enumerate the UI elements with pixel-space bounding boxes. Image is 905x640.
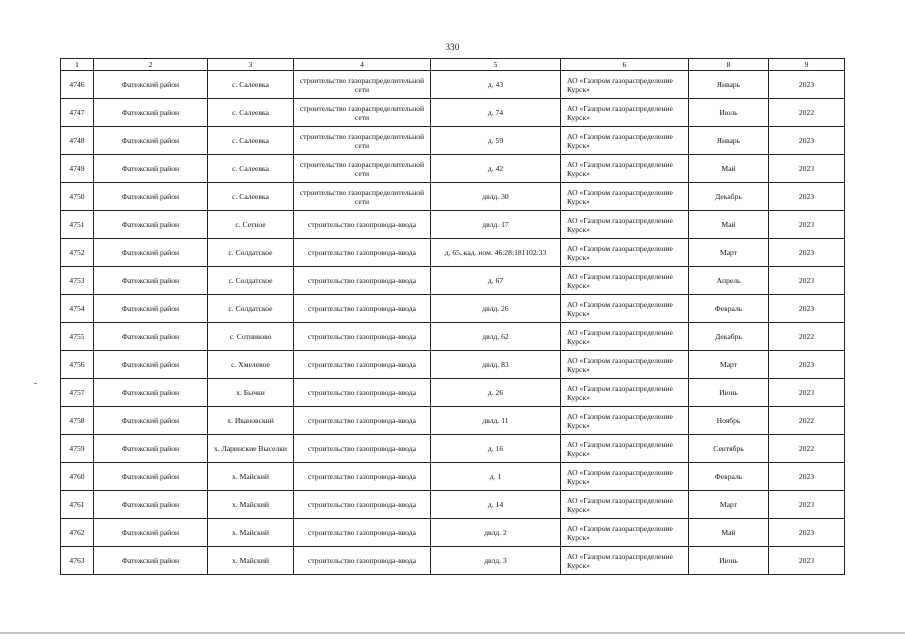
organization-cell: АО «Газпром газораспределение Курск» [561, 127, 689, 155]
organization-cell: АО «Газпром газораспределение Курск» [561, 379, 689, 407]
column-header: 8 [689, 59, 769, 71]
organization-cell: АО «Газпром газораспределение Курск» [561, 267, 689, 295]
organization-cell: АО «Газпром газораспределение Курск» [561, 211, 689, 239]
year-cell: 2023 [769, 379, 845, 407]
month-cell: Март [689, 491, 769, 519]
month-cell: Сентябрь [689, 435, 769, 463]
table-row [61, 155, 845, 183]
month-cell: Июнь [689, 547, 769, 575]
work-type-cell: строительство газопровода-ввода [294, 267, 431, 295]
work-type-cell: строительство газораспределительной сети [294, 99, 431, 127]
table-row [61, 267, 845, 295]
table-row [61, 71, 845, 99]
address-cell: д. 26 [431, 379, 561, 407]
year-cell: 2023 [769, 183, 845, 211]
district-cell: Фатежский район [94, 239, 208, 267]
work-type-cell: строительство газопровода-ввода [294, 435, 431, 463]
organization-cell: АО «Газпром газораспределение Курск» [561, 547, 689, 575]
row-number-cell: 4748 [61, 127, 94, 155]
address-cell: двлд. 26 [431, 295, 561, 323]
row-number-cell: 4761 [61, 491, 94, 519]
organization-cell: АО «Газпром газораспределение Курск» [561, 71, 689, 99]
organization-cell: АО «Газпром газораспределение Курск» [561, 463, 689, 491]
district-cell: Фатежский район [94, 211, 208, 239]
district-cell: Фатежский район [94, 99, 208, 127]
table-row [61, 99, 845, 127]
district-cell: Фатежский район [94, 155, 208, 183]
address-cell: двлд. 30 [431, 183, 561, 211]
district-cell: Фатежский район [94, 71, 208, 99]
locality-cell: с. Хмелевое [208, 351, 294, 379]
year-cell: 2023 [769, 491, 845, 519]
district-cell: Фатежский район [94, 183, 208, 211]
district-cell: Фатежский район [94, 435, 208, 463]
district-cell: Фатежский район [94, 379, 208, 407]
organization-cell: АО «Газпром газораспределение Курск» [561, 407, 689, 435]
row-number-cell: 4751 [61, 211, 94, 239]
locality-cell: с. Сетное [208, 211, 294, 239]
year-cell: 2023 [769, 547, 845, 575]
address-cell: двлд. 17 [431, 211, 561, 239]
year-cell: 2023 [769, 463, 845, 491]
organization-cell: АО «Газпром газораспределение Курск» [561, 323, 689, 351]
year-cell: 2023 [769, 155, 845, 183]
month-cell: Февраль [689, 295, 769, 323]
month-cell: Март [689, 239, 769, 267]
row-number-cell: 4760 [61, 463, 94, 491]
table-row [61, 407, 845, 435]
scan-bottom-rule [0, 632, 905, 634]
work-type-cell: строительство газораспределительной сети [294, 71, 431, 99]
row-number-cell: 4758 [61, 407, 94, 435]
locality-cell: х. Майский [208, 547, 294, 575]
address-cell: д. 59 [431, 127, 561, 155]
work-type-cell: строительство газопровода-ввода [294, 323, 431, 351]
address-cell: двлд. 3 [431, 547, 561, 575]
address-cell: д. 1 [431, 463, 561, 491]
locality-cell: с. Салеевка [208, 155, 294, 183]
work-type-cell: строительство газопровода-ввода [294, 547, 431, 575]
address-cell: двлд. 2 [431, 519, 561, 547]
district-cell: Фатежский район [94, 295, 208, 323]
month-cell: Март [689, 351, 769, 379]
work-type-cell: строительство газопровода-ввода [294, 211, 431, 239]
column-header: 5 [431, 59, 561, 71]
table-body [61, 71, 845, 575]
column-header: 2 [94, 59, 208, 71]
locality-cell: х. Майский [208, 519, 294, 547]
work-type-cell: строительство газопровода-ввода [294, 351, 431, 379]
locality-cell: х. Ларинские Выселки [208, 435, 294, 463]
row-number-cell: 4762 [61, 519, 94, 547]
organization-cell: АО «Газпром газораспределение Курск» [561, 155, 689, 183]
column-header: 4 [294, 59, 431, 71]
table-row [61, 379, 845, 407]
row-number-cell: 4755 [61, 323, 94, 351]
year-cell: 2023 [769, 71, 845, 99]
table-row [61, 463, 845, 491]
district-cell: Фатежский район [94, 547, 208, 575]
organization-cell: АО «Газпром газораспределение Курск» [561, 99, 689, 127]
locality-cell: х. Майский [208, 463, 294, 491]
address-cell: двлд. 83 [431, 351, 561, 379]
year-cell: 2023 [769, 267, 845, 295]
locality-cell: с. Салеевка [208, 183, 294, 211]
address-cell: д. 16 [431, 435, 561, 463]
locality-cell: с. Салеевка [208, 127, 294, 155]
year-cell: 2023 [769, 239, 845, 267]
locality-cell: с. Солдатское [208, 239, 294, 267]
row-number-cell: 4756 [61, 351, 94, 379]
row-number-cell: 4759 [61, 435, 94, 463]
district-cell: Фатежский район [94, 267, 208, 295]
work-type-cell: строительство газопровода-ввода [294, 407, 431, 435]
table-row [61, 435, 845, 463]
row-number-cell: 4750 [61, 183, 94, 211]
address-cell: двлд. 62 [431, 323, 561, 351]
work-type-cell: строительство газопровода-ввода [294, 519, 431, 547]
locality-cell: с. Солдатское [208, 295, 294, 323]
work-type-cell: строительство газораспределительной сети [294, 155, 431, 183]
locality-cell: с. Сотниково [208, 323, 294, 351]
locality-cell: х. Бычки [208, 379, 294, 407]
month-cell: Июнь [689, 379, 769, 407]
work-type-cell: строительство газопровода-ввода [294, 491, 431, 519]
district-cell: Фатежский район [94, 323, 208, 351]
table-row [61, 211, 845, 239]
address-cell: д. 65, кад. ном. 46:28:181102:33 [431, 239, 561, 267]
month-cell: Июль [689, 99, 769, 127]
district-cell: Фатежский район [94, 127, 208, 155]
row-number-cell: 4747 [61, 99, 94, 127]
row-number-cell: 4753 [61, 267, 94, 295]
month-cell: Ноябрь [689, 407, 769, 435]
table-row [61, 323, 845, 351]
registry-table [60, 58, 845, 575]
address-cell: д. 43 [431, 71, 561, 99]
organization-cell: АО «Газпром газораспределение Курск» [561, 491, 689, 519]
organization-cell: АО «Газпром газораспределение Курск» [561, 435, 689, 463]
year-cell: 2022 [769, 407, 845, 435]
locality-cell: с. Солдатское [208, 267, 294, 295]
year-cell: 2023 [769, 127, 845, 155]
month-cell: Май [689, 155, 769, 183]
row-number-cell: 4757 [61, 379, 94, 407]
work-type-cell: строительство газопровода-ввода [294, 295, 431, 323]
year-cell: 2022 [769, 435, 845, 463]
organization-cell: АО «Газпром газораспределение Курск» [561, 295, 689, 323]
organization-cell: АО «Газпром газораспределение Курск» [561, 519, 689, 547]
column-header: 6 [561, 59, 689, 71]
organization-cell: АО «Газпром газораспределение Курск» [561, 239, 689, 267]
year-cell: 2022 [769, 99, 845, 127]
year-cell: 2022 [769, 323, 845, 351]
work-type-cell: строительство газораспределительной сети [294, 183, 431, 211]
table-row [61, 351, 845, 379]
organization-cell: АО «Газпром газораспределение Курск» [561, 183, 689, 211]
address-cell: двлд. 11 [431, 407, 561, 435]
row-number-cell: 4754 [61, 295, 94, 323]
address-cell: д. 42 [431, 155, 561, 183]
locality-cell: с. Салеевка [208, 71, 294, 99]
month-cell: Декабрь [689, 183, 769, 211]
year-cell: 2023 [769, 211, 845, 239]
locality-cell: х. Майский [208, 491, 294, 519]
locality-cell: х. Ивановский [208, 407, 294, 435]
table-row [61, 295, 845, 323]
year-cell: 2023 [769, 295, 845, 323]
table-row [61, 547, 845, 575]
table-row [61, 491, 845, 519]
district-cell: Фатежский район [94, 351, 208, 379]
year-cell: 2023 [769, 351, 845, 379]
table-row [61, 183, 845, 211]
table-row [61, 519, 845, 547]
address-cell: д. 14 [431, 491, 561, 519]
month-cell: Февраль [689, 463, 769, 491]
month-cell: Январь [689, 71, 769, 99]
month-cell: Декабрь [689, 323, 769, 351]
month-cell: Январь [689, 127, 769, 155]
work-type-cell: строительство газораспределительной сети [294, 127, 431, 155]
work-type-cell: строительство газопровода-ввода [294, 463, 431, 491]
header-row [61, 59, 845, 71]
page-number: 330 [445, 42, 460, 52]
column-header: 3 [208, 59, 294, 71]
address-cell: д. 67 [431, 267, 561, 295]
table-row [61, 239, 845, 267]
district-cell: Фатежский район [94, 519, 208, 547]
table-row [61, 127, 845, 155]
district-cell: Фатежский район [94, 407, 208, 435]
scan-edge-mark [34, 383, 37, 384]
row-number-cell: 4746 [61, 71, 94, 99]
month-cell: Май [689, 519, 769, 547]
row-number-cell: 4763 [61, 547, 94, 575]
district-cell: Фатежский район [94, 491, 208, 519]
district-cell: Фатежский район [94, 463, 208, 491]
column-header: 9 [769, 59, 845, 71]
row-number-cell: 4749 [61, 155, 94, 183]
year-cell: 2023 [769, 519, 845, 547]
organization-cell: АО «Газпром газораспределение Курск» [561, 351, 689, 379]
row-number-cell: 4752 [61, 239, 94, 267]
locality-cell: с. Салеевка [208, 99, 294, 127]
work-type-cell: строительство газопровода-ввода [294, 239, 431, 267]
work-type-cell: строительство газопровода-ввода [294, 379, 431, 407]
month-cell: Май [689, 211, 769, 239]
address-cell: д. 74 [431, 99, 561, 127]
column-header: 1 [61, 59, 94, 71]
month-cell: Апрель [689, 267, 769, 295]
